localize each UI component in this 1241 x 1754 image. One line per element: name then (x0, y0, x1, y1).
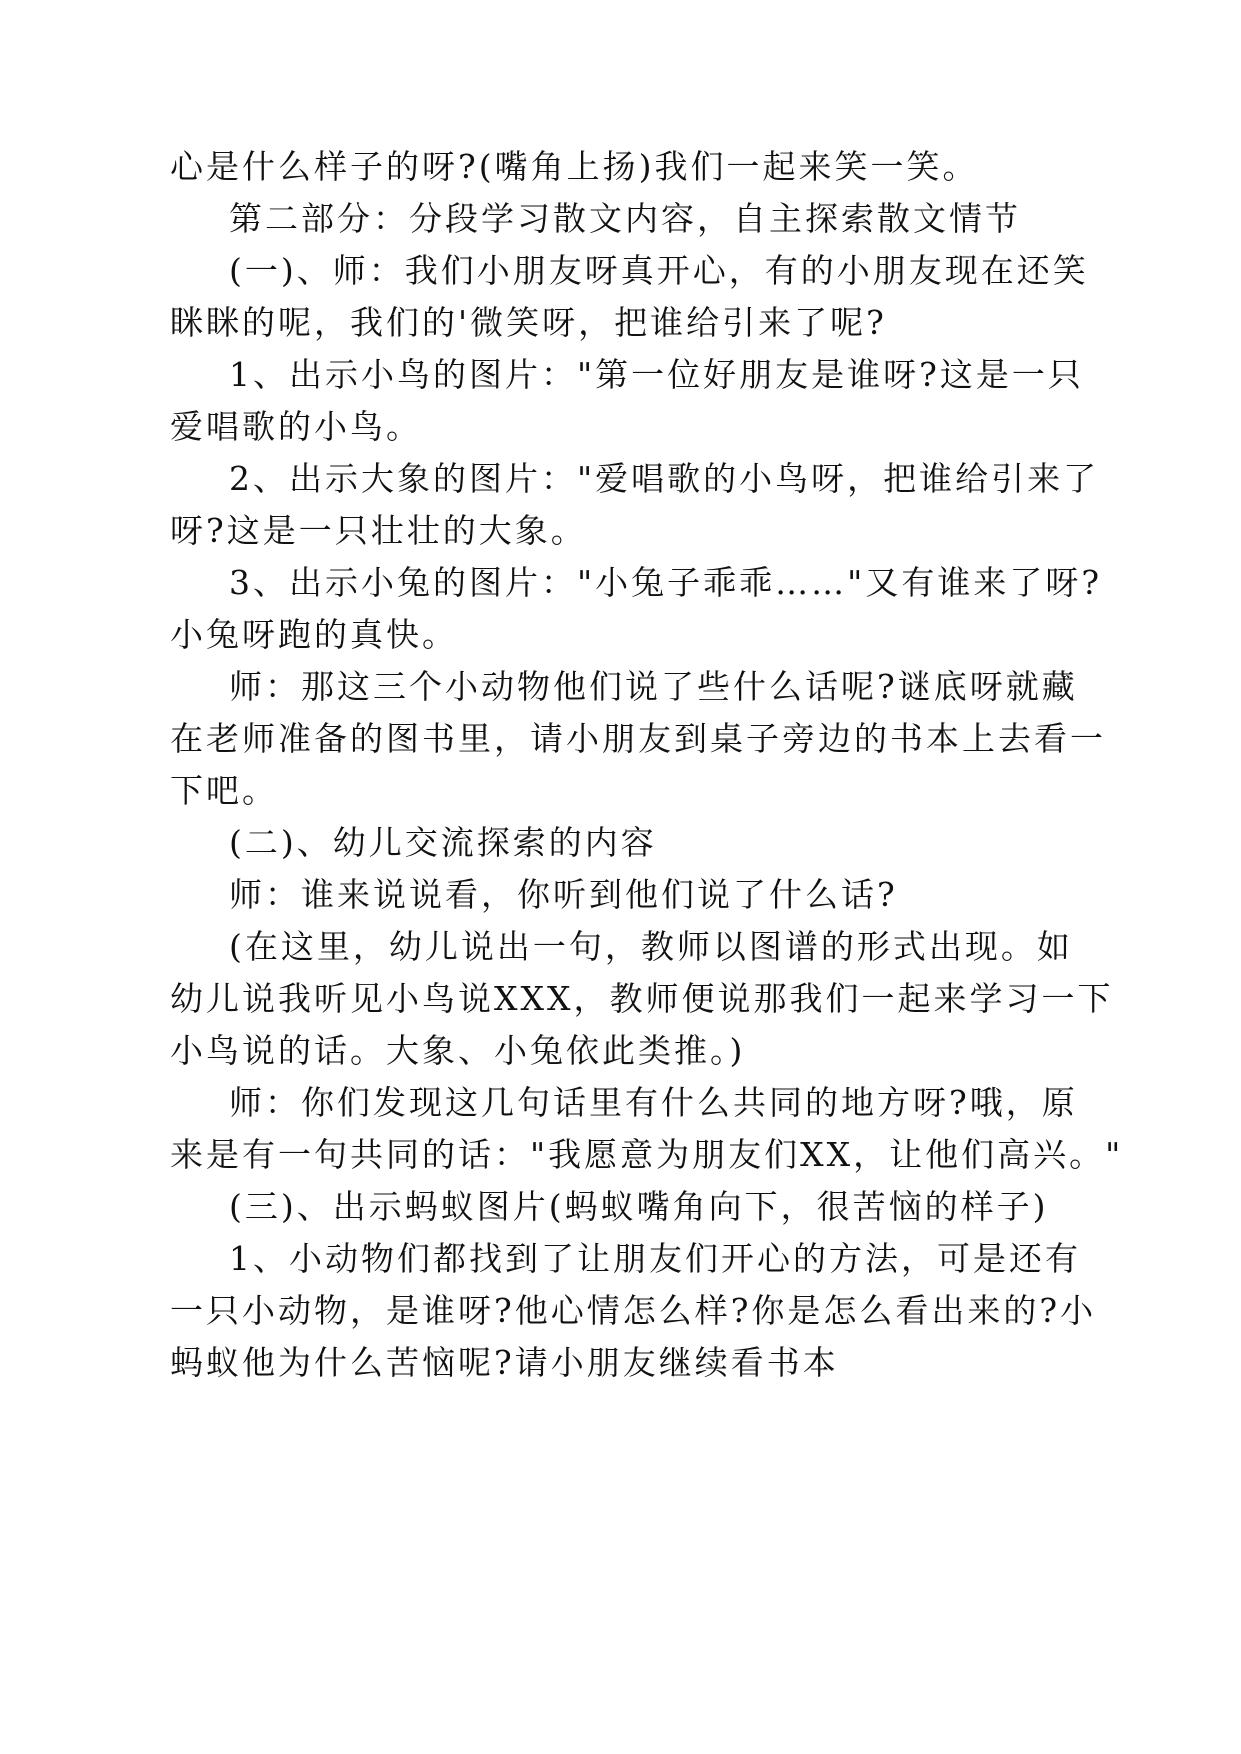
text-line: 爱唱歌的小鸟。 (170, 407, 422, 446)
text-line: 小鸟说的话。大象、小兔依此类推。) (170, 1031, 746, 1070)
text-line: 来是有一句共同的话："我愿意为朋友们XX，让他们高兴。" (170, 1135, 1124, 1174)
text-line: 师：谁来说说看，你听到他们说了什么话? (229, 875, 898, 914)
text-line: 1、出示小鸟的图片："第一位好朋友是谁呀?这是一只 (229, 355, 1084, 394)
text-line: 呀?这是一只壮壮的大象。 (170, 511, 587, 550)
text-line: (一)、师：我们小朋友呀真开心，有的小朋友现在还笑 (229, 251, 1089, 290)
text-line: 1、小动物们都找到了让朋友们开心的方法，可是还有 (229, 1239, 1081, 1278)
text-line: 一只小动物，是谁呀?他心情怎么样?你是怎么看出来的?小 (170, 1291, 1097, 1330)
text-line: 眯眯的呢，我们的'微笑呀，把谁给引来了呢? (170, 303, 887, 342)
text-line: (在这里，幼儿说出一句，教师以图谱的形式出现。如 (229, 927, 1073, 966)
text-line: 下吧。 (170, 771, 278, 810)
text-line: 2、出示大象的图片："爱唱歌的小鸟呀，把谁给引来了 (229, 459, 1100, 498)
text-line: 幼儿说我听见小鸟说XXX，教师便说那我们一起来学习一下 (170, 979, 1114, 1018)
text-line: 在老师准备的图书里，请小朋友到桌子旁边的书本上去看一 (170, 719, 1106, 758)
section-heading: (二)、幼儿交流探索的内容 (229, 823, 657, 862)
text-line: 蚂蚁他为什么苦恼呢?请小朋友继续看书本 (170, 1343, 839, 1382)
text-line: 师：你们发现这几句话里有什么共同的地方呀?哦，原 (229, 1083, 1078, 1122)
section-heading: (三)、出示蚂蚁图片(蚂蚁嘴角向下，很苦恼的样子) (229, 1187, 1049, 1226)
text-line: 师：那这三个小动物他们说了些什么话呢?谜底呀就藏 (229, 667, 1078, 706)
section-heading: 第二部分：分段学习散文内容，自主探索散文情节 (229, 199, 1021, 238)
text-line: 小兔呀跑的真快。 (170, 615, 458, 654)
text-line: 3、出示小兔的图片："小兔子乖乖……"又有谁来了呀? (229, 563, 1103, 602)
text-line: 心是什么样子的呀?(嘴角上扬)我们一起来笑一笑。 (170, 147, 979, 186)
